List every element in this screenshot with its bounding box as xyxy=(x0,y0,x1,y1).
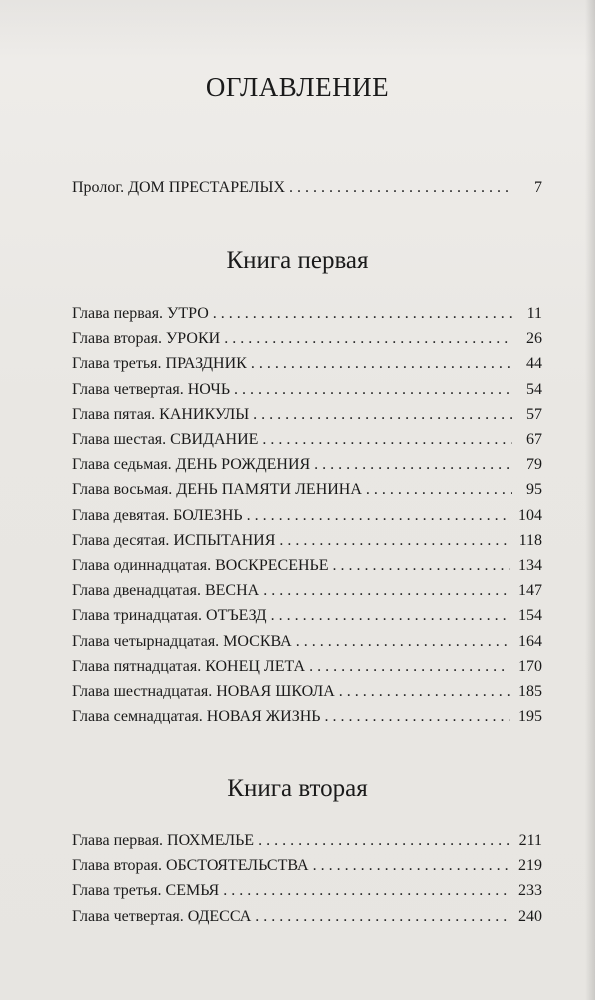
page-right-edge xyxy=(585,0,595,1000)
toc-entry-page: 79 xyxy=(526,456,542,474)
dot-leader xyxy=(255,905,510,929)
toc-entry[interactable] xyxy=(72,854,542,878)
page-top-shadow xyxy=(0,0,595,60)
toc-entry-label: Глава девятая. БОЛЕЗНЬ xyxy=(72,506,243,524)
toc-entry[interactable] xyxy=(72,529,542,553)
dot-leader xyxy=(324,705,510,729)
book1-heading: Книга первая xyxy=(226,247,369,274)
toc-entry[interactable] xyxy=(72,403,542,427)
toc-entry-label: Глава шестнадцатая. НОВАЯ ШКОЛА xyxy=(72,683,335,700)
toc-entry-page: 154 xyxy=(518,607,542,625)
toc-entry-label: Глава третья. СЕМЬЯ xyxy=(72,882,220,900)
toc-entry-label: Глава двенадцатая. ВЕСНА xyxy=(72,582,260,600)
toc-entry-label: Глава первая. ПОХМЕЛЬЕ xyxy=(72,832,255,849)
dot-leader xyxy=(314,453,512,477)
dot-leader xyxy=(224,327,512,351)
dot-leader xyxy=(234,378,512,402)
toc-entry-page: 57 xyxy=(526,405,542,423)
toc-entry-label: Глава четвертая. НОЧЬ xyxy=(72,380,231,398)
toc-entry-page: 44 xyxy=(526,355,542,373)
dot-leader xyxy=(271,604,510,628)
toc-entry[interactable] xyxy=(72,378,542,402)
book2-heading: Книга вторая xyxy=(227,775,368,802)
toc-entry-page: 54 xyxy=(526,380,542,398)
toc-entry[interactable] xyxy=(72,579,542,603)
toc-entry-label: Глава четырнадцатая. МОСКВА xyxy=(72,632,292,650)
dot-leader xyxy=(213,302,512,326)
toc-entry[interactable] xyxy=(72,879,542,903)
toc-entry-page: 147 xyxy=(518,582,542,600)
toc-entry-prologue[interactable] xyxy=(72,176,542,200)
toc-entry[interactable] xyxy=(72,905,542,929)
dot-leader xyxy=(289,176,512,200)
dot-leader xyxy=(223,879,510,903)
toc-entry-page: 233 xyxy=(518,882,542,900)
dot-leader xyxy=(339,680,510,704)
toc-entry[interactable] xyxy=(72,705,542,729)
dot-leader xyxy=(263,579,510,603)
toc-entry-label: Глава седьмая. ДЕНЬ РОЖДЕНИЯ xyxy=(72,456,311,474)
toc-entry[interactable] xyxy=(72,604,542,628)
toc-entry-page: 164 xyxy=(518,632,542,650)
toc-entry-label: Глава семнадцатая. НОВАЯ ЖИЗНЬ xyxy=(72,708,321,726)
dot-leader xyxy=(251,352,512,376)
toc-entry-page: 185 xyxy=(518,683,542,700)
toc-entry[interactable] xyxy=(72,478,542,502)
dot-leader xyxy=(332,554,510,578)
toc-entry-page: 195 xyxy=(518,708,542,726)
toc-entry[interactable] xyxy=(72,352,542,376)
toc-entry-label: Глава четвертая. ОДЕССА xyxy=(72,907,252,925)
toc-entry-label: Глава вторая. ОБСТОЯТЕЛЬСТВА xyxy=(72,857,309,875)
toc-entry-page: 211 xyxy=(518,832,542,849)
dot-leader xyxy=(262,428,512,452)
toc-entry[interactable] xyxy=(72,554,542,578)
toc-entry-page: 67 xyxy=(526,431,542,448)
dot-leader xyxy=(296,630,510,654)
dot-leader xyxy=(313,854,510,878)
toc-entry[interactable] xyxy=(72,655,542,679)
toc-title: ОГЛАВЛЕНИЕ xyxy=(205,72,390,102)
toc-entry[interactable] xyxy=(72,453,542,477)
toc-entry-label: Глава одиннадцатая. ВОСКРЕСЕНЬЕ xyxy=(72,557,329,574)
toc-entry[interactable] xyxy=(72,829,542,853)
toc-entry-label: Глава пятая. КАНИКУЛЫ xyxy=(72,405,250,423)
toc-entry[interactable] xyxy=(72,630,542,654)
toc-entry-label: Глава тринадцатая. ОТЪЕЗД xyxy=(72,607,267,625)
toc-entry[interactable] xyxy=(72,302,542,326)
toc-entry-label: Глава вторая. УРОКИ xyxy=(72,330,221,348)
dot-leader xyxy=(247,504,510,528)
toc-entry-page: 219 xyxy=(518,857,542,875)
toc-entry[interactable] xyxy=(72,327,542,351)
toc-entry[interactable] xyxy=(72,680,542,704)
toc-entry-page: 170 xyxy=(518,657,542,675)
toc-entry-page: 134 xyxy=(518,557,542,574)
toc-entry-label: Глава шестая. СВИДАНИЕ xyxy=(72,431,259,448)
toc-entry[interactable] xyxy=(72,504,542,528)
toc-entry-label: Глава первая. УТРО xyxy=(72,305,209,322)
toc-entry-label: Глава пятнадцатая. КОНЕЦ ЛЕТА xyxy=(72,657,306,675)
toc-entry-page: 95 xyxy=(526,481,542,499)
dot-leader xyxy=(258,829,511,853)
toc-entry-label: Пролог. ДОМ ПРЕСТАРЕЛЫХ xyxy=(72,179,286,196)
toc-entry-label: Глава десятая. ИСПЫТАНИЯ xyxy=(72,531,276,549)
toc-entry-page: 104 xyxy=(518,506,542,524)
dot-leader xyxy=(253,403,512,427)
toc-entry-page: 11 xyxy=(526,305,542,322)
toc-entry-label: Глава третья. ПРАЗДНИК xyxy=(72,355,247,373)
dot-leader xyxy=(309,655,510,679)
dot-leader xyxy=(279,529,510,553)
toc-entry-page: 240 xyxy=(518,907,542,925)
toc-entry-label: Глава восьмая. ДЕНЬ ПАМЯТИ ЛЕНИНА xyxy=(72,481,362,499)
dot-leader xyxy=(366,478,512,502)
toc-entry-page: 26 xyxy=(526,330,542,348)
toc-entry-page: 7 xyxy=(534,179,542,196)
toc-entry-page: 118 xyxy=(518,531,542,549)
toc-entry[interactable] xyxy=(72,428,542,452)
